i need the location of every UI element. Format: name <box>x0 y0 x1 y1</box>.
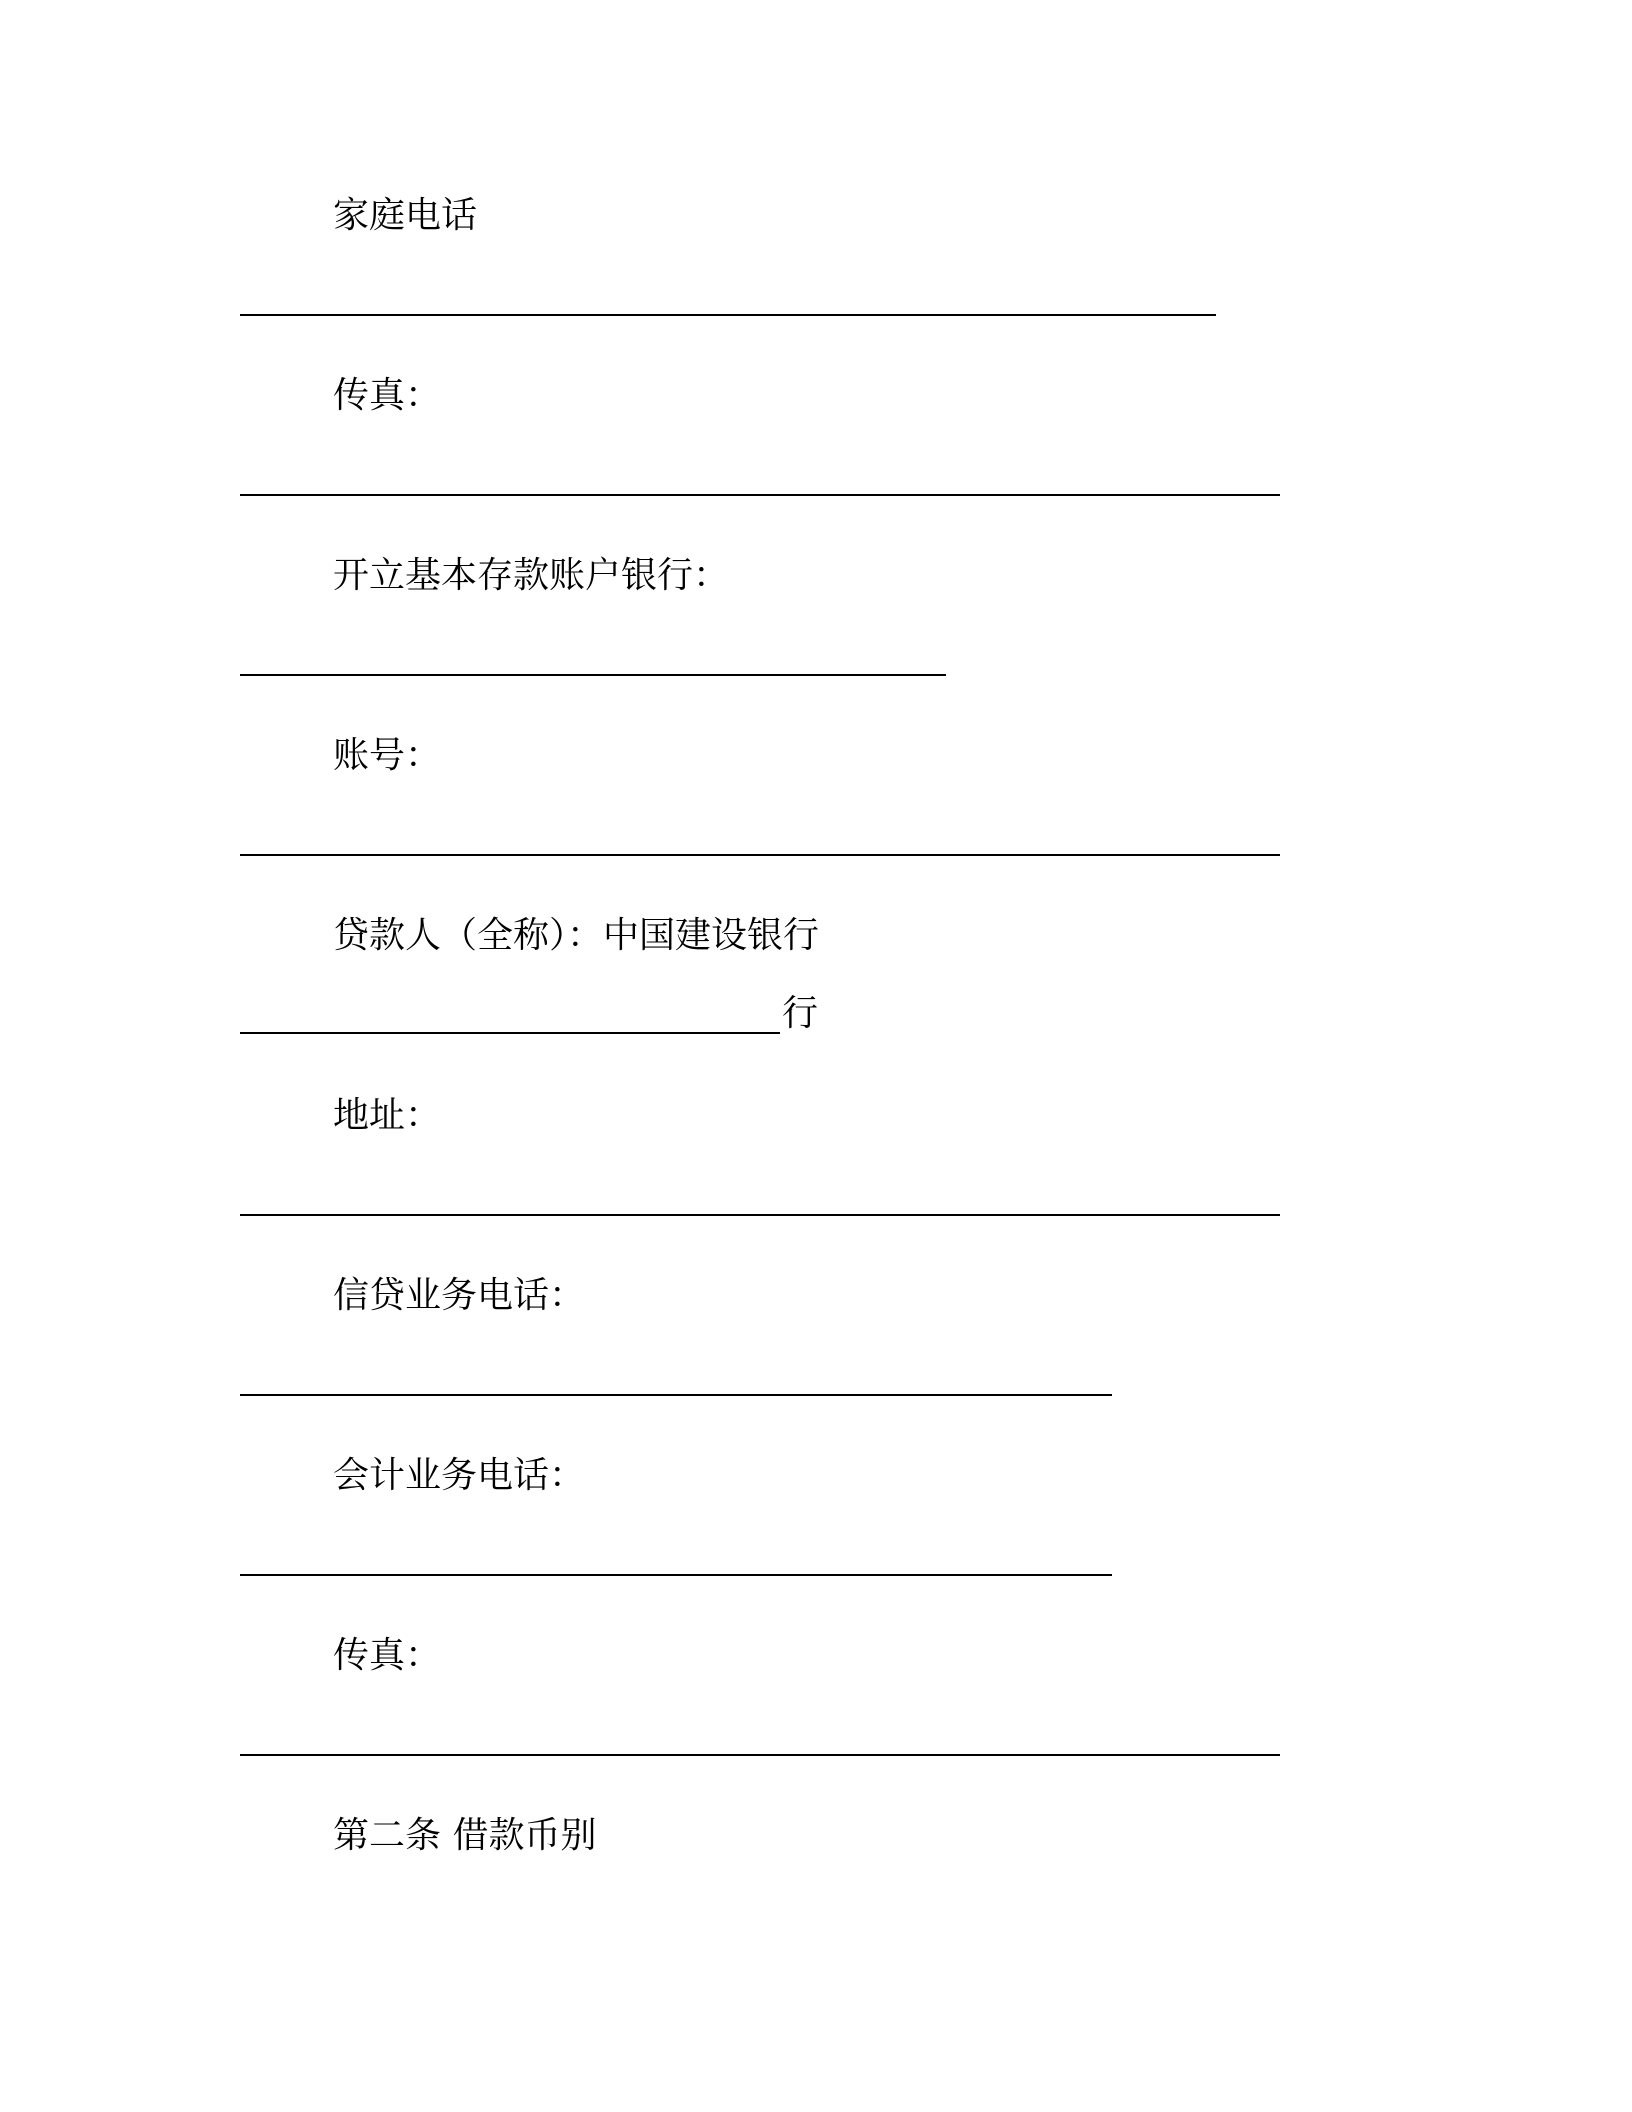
basic-account-bank-label: 开立基本存款账户银行： <box>333 555 730 596</box>
home-phone-label: 家庭电话 <box>333 195 478 236</box>
basic-account-bank-blank-line <box>240 674 946 676</box>
fax-label: 传真： <box>333 375 442 416</box>
article-two-heading: 第二条 借款币别 <box>333 1815 597 1856</box>
lender-fax-label: 传真： <box>333 1635 442 1676</box>
credit-phone-blank-line <box>240 1394 1112 1396</box>
accounting-phone-blank-line <box>240 1574 1112 1576</box>
lender-label: 贷款人（全称）：中国建设银行 <box>333 915 820 956</box>
lender-fax-blank-line <box>240 1754 1280 1756</box>
fax-blank-line <box>240 494 1280 496</box>
home-phone-blank-line <box>240 314 1216 316</box>
credit-phone-label: 信贷业务电话： <box>333 1275 586 1316</box>
account-number-label: 账号： <box>333 735 442 776</box>
address-label: 地址： <box>333 1095 442 1136</box>
address-blank-line <box>240 1214 1280 1216</box>
lender-branch-blank-line <box>240 1032 780 1034</box>
account-number-blank-line <box>240 854 1280 856</box>
accounting-phone-label: 会计业务电话： <box>333 1455 586 1496</box>
lender-branch-suffix: 行 <box>782 993 819 1034</box>
